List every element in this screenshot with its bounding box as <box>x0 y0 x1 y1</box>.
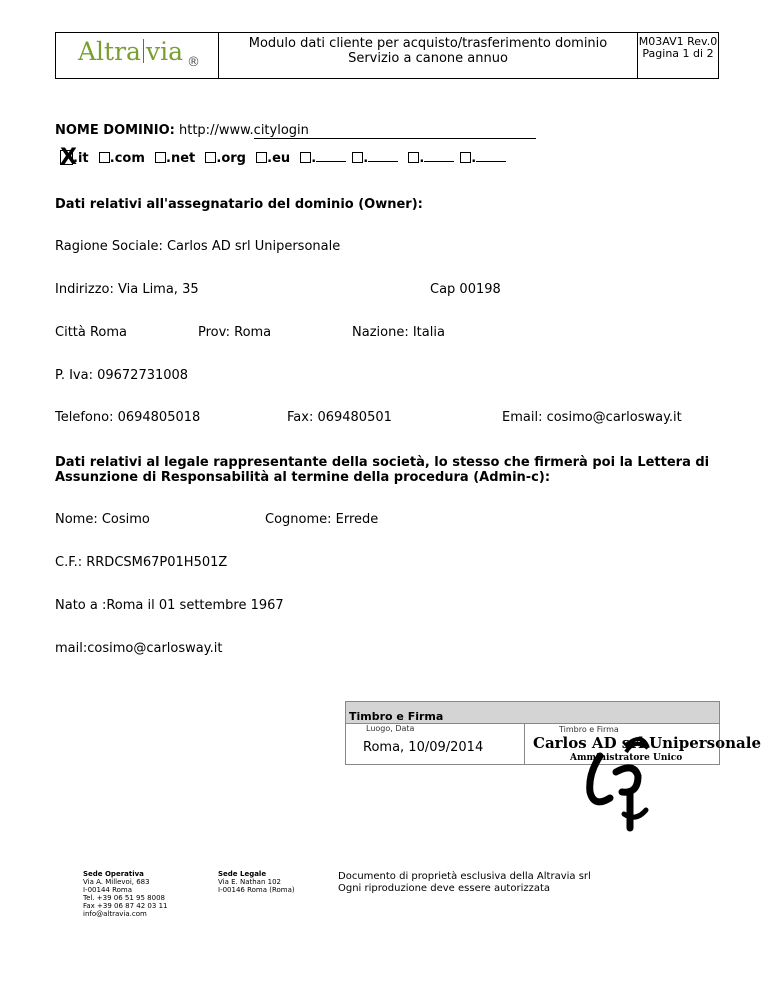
footer-sede-legale <box>218 870 295 894</box>
admin-mail: mail:cosimo@carlosway.it <box>55 641 223 656</box>
sede-legale-line: Via E. Nathan 102 <box>218 878 281 886</box>
header-title-line2: Servizio a canone annuo <box>348 51 508 66</box>
owner-fax: Fax: 069480501 <box>287 410 392 425</box>
checkbox-other-1[interactable] <box>300 152 311 163</box>
domain-extensions <box>60 145 506 170</box>
header-doc-ref <box>638 33 718 78</box>
owner-prov: Prov: Roma <box>198 325 272 340</box>
domain-line <box>55 123 536 139</box>
admin-nome: Nome: Cosimo <box>55 512 150 527</box>
ext-it: .it <box>73 151 89 166</box>
ext-net: .net <box>166 151 196 166</box>
admin-cognome: Cognome: Errede <box>265 512 379 527</box>
sede-operativa-line: I-00144 Roma <box>83 886 133 894</box>
owner-piva: P. Iva: 09672731008 <box>55 368 189 383</box>
checkbox-it[interactable] <box>60 145 77 170</box>
luogo-data-cell[interactable] <box>346 723 525 764</box>
checkbox-eu[interactable] <box>256 152 267 163</box>
owner-email: Email: cosimo@carlosway.it <box>502 410 682 425</box>
header-title-line1: Modulo dati cliente per acquisto/trasferimento dominio <box>248 36 608 51</box>
checkbox-com[interactable] <box>99 152 110 163</box>
luogo-label: Luogo, Data <box>366 724 415 733</box>
ext-blank-4[interactable] <box>476 161 506 162</box>
sede-legale-title: Sede Legale <box>218 870 267 878</box>
logo-text-right: via <box>145 37 183 66</box>
admin-nato: Nato a :Roma il 01 settembre 1967 <box>55 598 284 613</box>
domain-name: citylogin <box>253 123 309 138</box>
ext-other-4: . <box>471 151 477 166</box>
ext-blank-2[interactable] <box>368 161 398 162</box>
owner-ragione-sociale: Ragione Sociale: Carlos AD srl Unipersonale <box>55 239 341 254</box>
altravia-logo <box>56 33 219 78</box>
sede-operativa-line: Tel. +39 06 51 95 8008 <box>83 894 165 902</box>
ext-other-2: . <box>363 151 369 166</box>
domain-prefix: http://www. <box>179 123 254 138</box>
checkbox-other-2[interactable] <box>352 152 363 163</box>
owner-indirizzo: Indirizzo: Via Lima, 35 <box>55 282 199 297</box>
ext-org: .org <box>216 151 246 166</box>
ext-blank-3[interactable] <box>424 161 454 162</box>
timbro-label: Timbro e Firma <box>559 725 619 734</box>
footer-sede-operativa <box>83 870 167 918</box>
page-info: Pagina 1 di 2 <box>642 47 714 60</box>
stamp-line1: Carlos AD srl Unipersonale <box>533 734 762 752</box>
ext-eu: .eu <box>267 151 291 166</box>
owner-citta: Città Roma <box>55 325 128 340</box>
ext-blank-1[interactable] <box>316 161 346 162</box>
stamp-line2: Amministratore Unico <box>570 753 683 763</box>
notice-line2: Ogni riproduzione deve essere autorizzata <box>338 883 551 894</box>
owner-telefono: Telefono: 0694805018 <box>55 410 201 425</box>
logo-text-left: Altra <box>78 37 141 66</box>
doc-code: M03AV1 Rev.0 <box>638 35 718 48</box>
checkbox-net[interactable] <box>155 152 166 163</box>
checkbox-org[interactable] <box>205 152 216 163</box>
admin-cf: C.F.: RRDCSM67P01H501Z <box>55 555 228 570</box>
luogo-value: Roma, 10/09/2014 <box>363 740 484 755</box>
company-stamp-signature <box>530 726 762 836</box>
domain-label: NOME DOMINIO: <box>55 123 175 138</box>
ext-other-1: . <box>311 151 317 166</box>
owner-nazione: Nazione: Italia <box>352 325 445 340</box>
admin-heading-line2: Assunzione di Responsabilità al termine della procedura (Admin-c): <box>55 470 551 485</box>
sede-operativa-title: Sede Operativa <box>83 870 144 878</box>
checked-mark: X <box>60 145 77 170</box>
signature-box-title: Timbro e Firma <box>346 702 719 724</box>
document-header <box>55 32 719 79</box>
notice-line1: Documento di proprietà esclusiva della Altravia srl <box>338 871 591 882</box>
footer-notice <box>338 871 591 895</box>
checkbox-other-4[interactable] <box>460 152 471 163</box>
handwritten-signature-icon <box>530 726 720 836</box>
ext-other-3: . <box>419 151 425 166</box>
sede-operativa-email[interactable]: info@altravia.com <box>83 910 147 918</box>
sede-operativa-line: Fax +39 06 87 42 03 11 <box>83 902 168 910</box>
admin-heading-line1: Dati relativi al legale rappresentante della società, lo stesso che firmerà poi la Lettera di <box>55 455 710 470</box>
registered-mark: ® <box>187 55 200 70</box>
ext-com: .com <box>109 151 145 166</box>
header-title <box>219 33 638 78</box>
sede-operativa-line: Via A. Millevoi, 683 <box>83 878 150 886</box>
sede-legale-line: I-00146 Roma (Roma) <box>218 886 295 894</box>
owner-cap: Cap 00198 <box>430 282 501 297</box>
checkbox-other-3[interactable] <box>408 152 419 163</box>
owner-heading: Dati relativi all'assegnatario del dominio (Owner): <box>55 197 423 212</box>
